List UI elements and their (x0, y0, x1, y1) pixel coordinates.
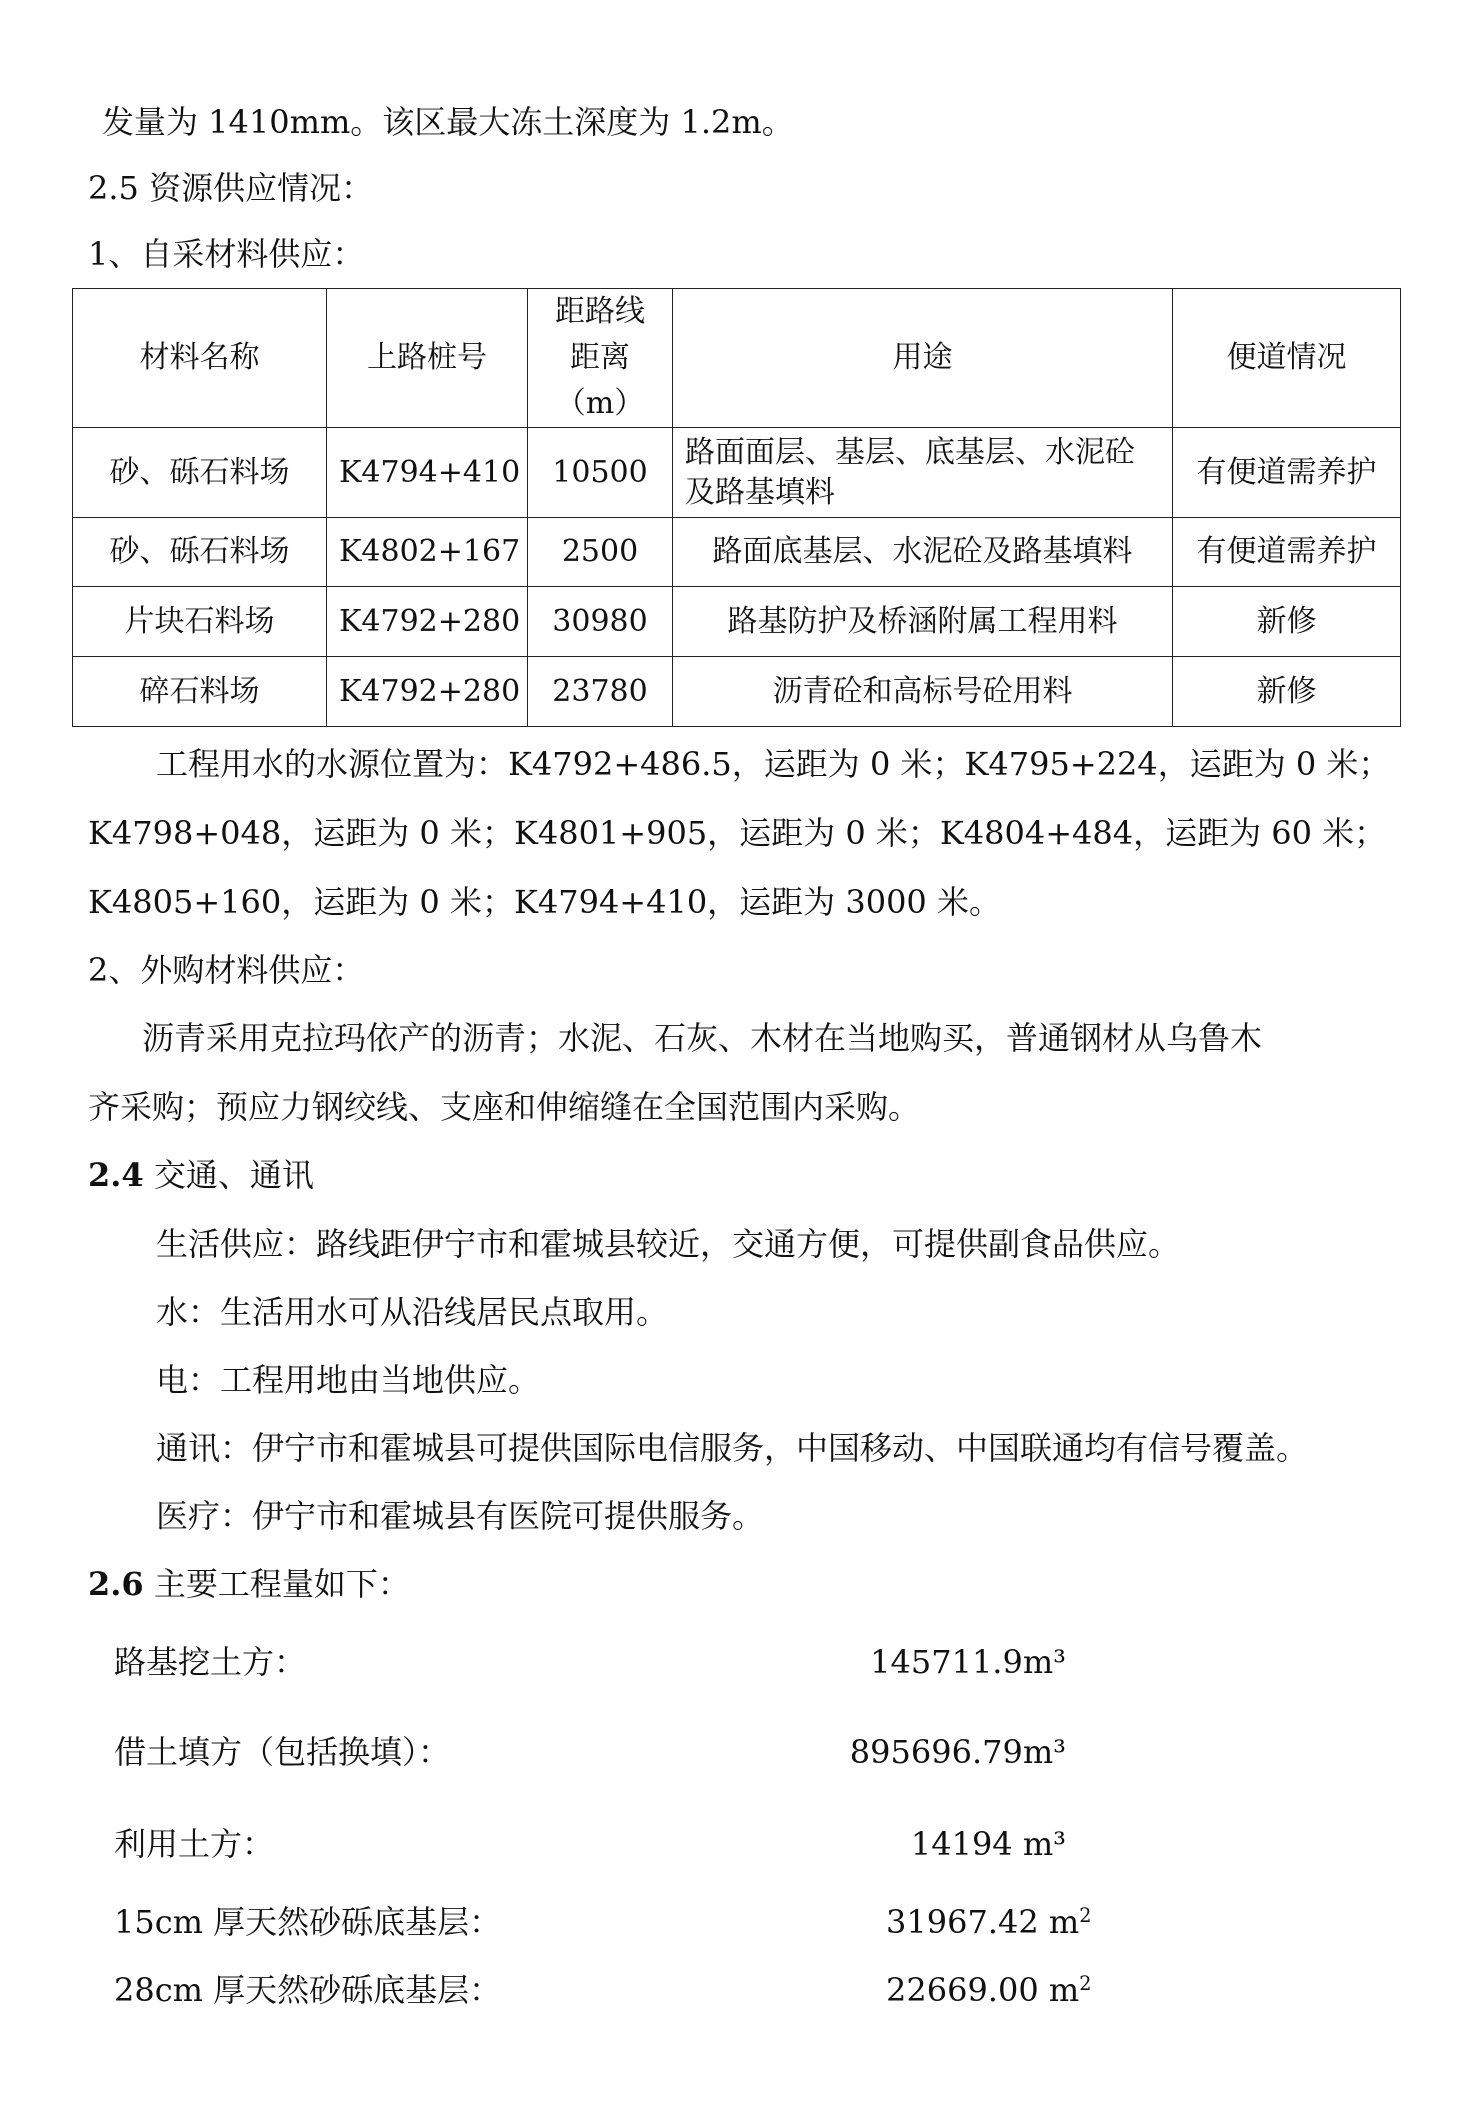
cell-access: 有便道需养护 (1173, 428, 1401, 518)
cell-access: 新修 (1173, 657, 1401, 727)
section-2-6-number: 2.6 (88, 1565, 144, 1603)
materials-table (72, 288, 1401, 727)
quantity-label: 路基挖土方： (114, 1643, 307, 1681)
self-materials-heading: 1、自采材料供应： (88, 235, 365, 273)
header-distance (528, 289, 673, 428)
cell-distance: 23780 (528, 657, 673, 727)
table-row (73, 428, 1401, 518)
cell-distance: 30980 (528, 587, 673, 657)
cell-access: 新修 (1173, 587, 1401, 657)
quantity-value (886, 1968, 1091, 2012)
cell-usage: 路基防护及桥涵附属工程用料 (673, 587, 1173, 657)
medical-line: 医疗：伊宁市和霍城县有医院可提供服务。 (156, 1497, 765, 1535)
water-source-line-3: K4805+160，运距为 0 米；K4794+410，运距为 3000 米。 (88, 883, 1001, 921)
table-row (73, 657, 1401, 727)
quantity-label: 利用土方： (114, 1825, 275, 1863)
section-2-6-text: 主要工程量如下： (143, 1565, 410, 1603)
section-2-4-title (88, 1153, 314, 1197)
cell-distance: 2500 (528, 518, 673, 587)
quantity-exponent: 2 (1079, 1972, 1092, 1995)
table-row (73, 518, 1401, 587)
purchased-materials-heading: 2、外购材料供应： (88, 951, 365, 989)
quantity-value: 145711.9m³ (870, 1643, 1066, 1681)
cell-name: 碎石料场 (73, 657, 327, 727)
header-access: 便道情况 (1173, 289, 1401, 428)
quantity-value: 895696.79m³ (849, 1733, 1066, 1771)
cell-stake: K4792+280 (327, 657, 528, 727)
header-usage: 用途 (673, 289, 1173, 428)
cell-usage (673, 428, 1173, 518)
cell-usage-line1: 路面面层、基层、底基层、水泥砼 (685, 434, 1135, 470)
section-2-5-title: 2.5 资源供应情况： (88, 169, 374, 207)
cell-name: 片块石料场 (73, 587, 327, 657)
quantity-value (886, 1900, 1091, 1944)
header-distance-line1: 距路线 (555, 294, 645, 329)
table-row (73, 587, 1401, 657)
cell-stake: K4794+410 (327, 428, 528, 518)
cell-stake: K4802+167 (327, 518, 528, 587)
cell-name: 砂、砾石料场 (73, 428, 327, 518)
cell-access: 有便道需养护 (1173, 518, 1401, 587)
section-2-4-text: 交通、通讯 (143, 1156, 314, 1194)
cell-usage: 路面底基层、水泥砼及路基填料 (673, 518, 1173, 587)
quantity-label: 15cm 厚天然砂砾底基层： (114, 1903, 502, 1941)
section-2-4-number: 2.4 (88, 1156, 144, 1194)
power-line: 电：工程用地由当地供应。 (156, 1361, 541, 1399)
table-header-row (73, 289, 1401, 428)
telecom-line: 通讯：伊宁市和霍城县可提供国际电信服务，中国移动、中国联通均有信号覆盖。 (156, 1429, 1309, 1467)
quantity-label: 借土填方（包括换填）： (114, 1733, 451, 1771)
quantity-label: 28cm 厚天然砂砾底基层： (114, 1971, 502, 2009)
cell-distance: 10500 (528, 428, 673, 518)
cell-name: 砂、砾石料场 (73, 518, 327, 587)
quantity-value: 14194 m³ (910, 1825, 1066, 1863)
water-source-line-2: K4798+048，运距为 0 米；K4801+905，运距为 0 米；K4804+484，运距为 60 米； (88, 814, 1387, 852)
cell-stake: K4792+280 (327, 587, 528, 657)
purchased-line-2: 齐采购；预应力钢绞线、支座和伸缩缝在全国范围内采购。 (88, 1088, 921, 1126)
section-2-6-title (88, 1562, 410, 1606)
water-line: 水：生活用水可从沿线居民点取用。 (156, 1293, 669, 1331)
quantity-number: 31967.42 m (886, 1903, 1080, 1941)
header-name: 材料名称 (73, 289, 327, 428)
intro-line: 发量为 1410mm。该区最大冻土深度为 1.2m。 (102, 103, 794, 141)
quantity-number: 22669.00 m (886, 1971, 1080, 2009)
cell-usage-line2: 及路基填料 (685, 474, 835, 510)
supply-line: 生活供应：路线距伊宁市和霍城县较近，交通方便，可提供副食品供应。 (156, 1225, 1181, 1263)
header-stake: 上路桩号 (327, 289, 528, 428)
header-distance-line3: （m） (555, 386, 645, 421)
quantity-exponent: 2 (1079, 1904, 1092, 1927)
header-distance-line2: 距离 (570, 340, 630, 375)
cell-usage: 沥青砼和高标号砼用料 (673, 657, 1173, 727)
purchased-line-1: 沥青采用克拉玛依产的沥青；水泥、石灰、木材在当地购买，普通钢材从乌鲁木 (142, 1019, 1263, 1057)
water-source-line-1: 工程用水的水源位置为：K4792+486.5，运距为 0 米；K4795+224，运距为 0 米； (156, 745, 1391, 783)
